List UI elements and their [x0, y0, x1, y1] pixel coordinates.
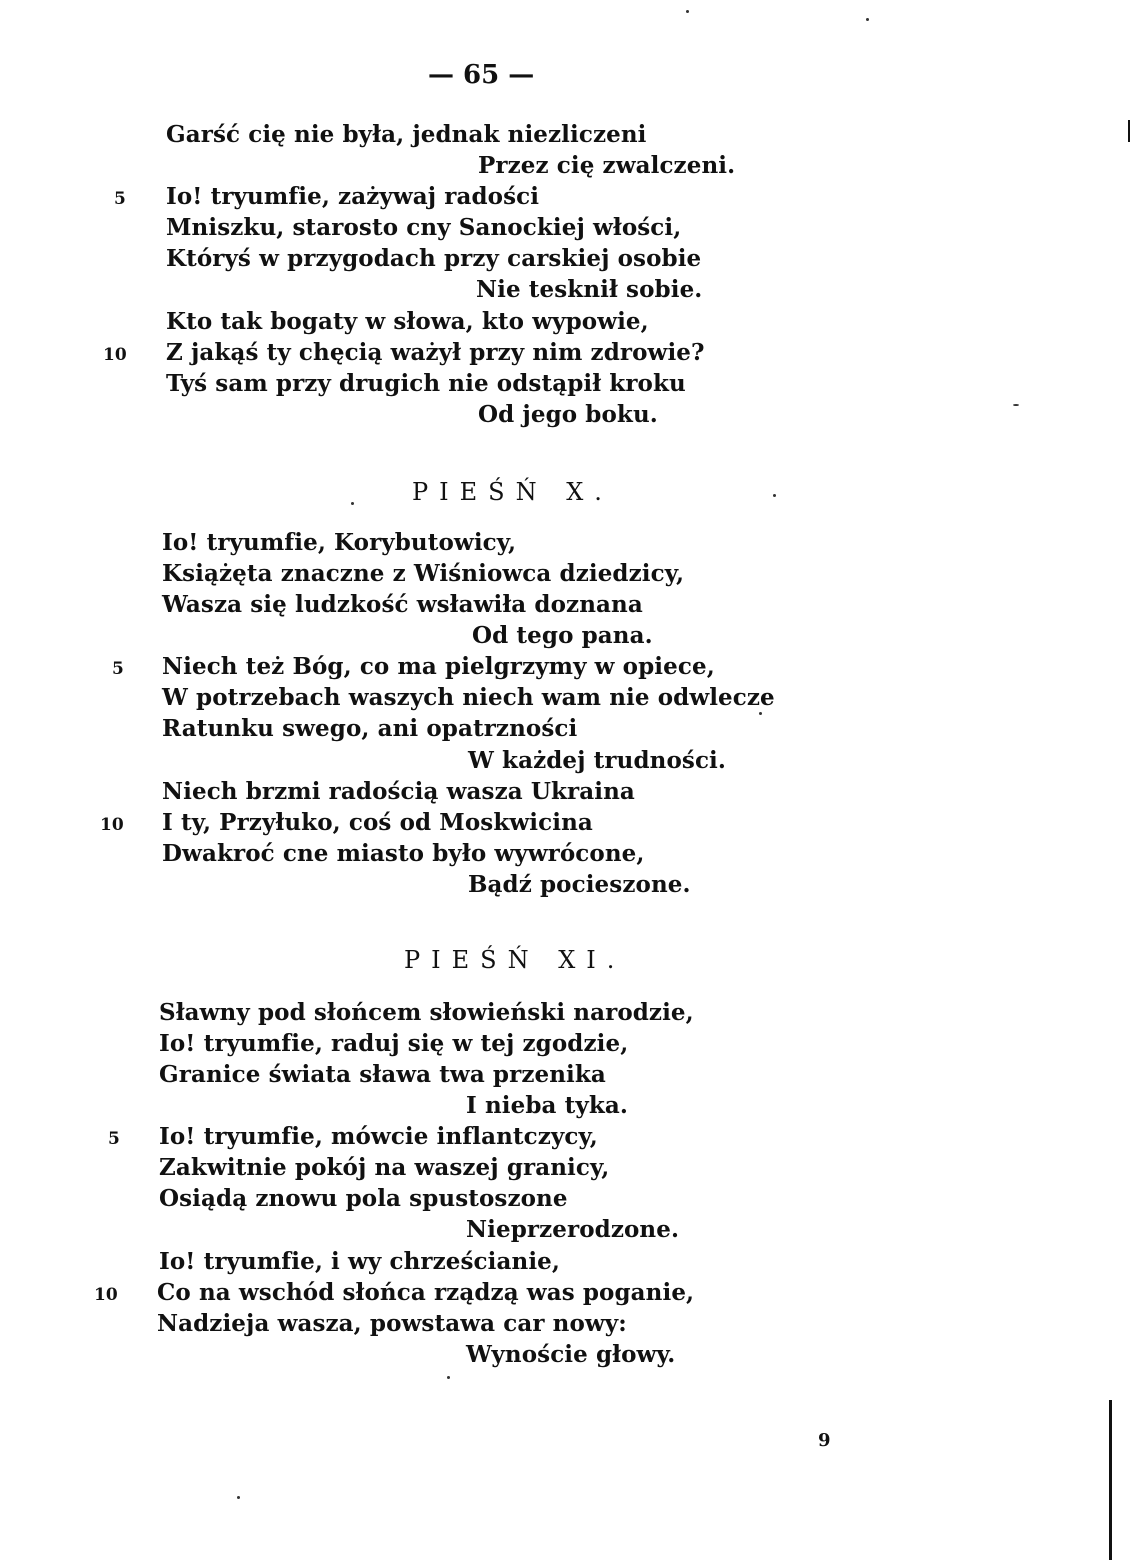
verse-line: Nadzieja wasza, powstawa car nowy:	[157, 1310, 627, 1337]
verse-line: Io! tryumfie, mówcie inflantczycy,	[159, 1123, 598, 1150]
verse-line: Niech też Bóg, co ma pielgrzymy w opiece,	[162, 653, 715, 680]
verse-line: Bądź pocieszone.	[468, 871, 691, 898]
verse-line: Sławny pod słońcem słowieński narodzie,	[159, 999, 694, 1026]
verse-line: Osiądą znowu pola spustoszone	[159, 1185, 568, 1212]
verse-line: Kto tak bogaty w słowa, kto wypowie,	[166, 308, 649, 335]
line-number: 5	[114, 189, 126, 209]
verse-line: Io! tryumfie, zażywaj radości	[166, 183, 540, 210]
line-number: 10	[100, 815, 124, 835]
scan-speck	[686, 10, 689, 13]
line-number: 5	[108, 1129, 120, 1149]
verse-line: Io! tryumfie, Korybutowicy,	[162, 529, 517, 556]
scan-speck	[866, 18, 869, 21]
verse-line: Z jakąś ty chęcią ważył przy nim zdrowie?	[166, 339, 705, 366]
song-x-heading: PIEŚŃ X.	[412, 478, 613, 506]
verse-line: W każdej trudności.	[468, 747, 726, 774]
verse-line: Io! tryumfie, i wy chrześcianie,	[159, 1248, 560, 1275]
verse-line: I ty, Przyłuko, coś od Moskwicina	[162, 809, 593, 836]
line-number: 10	[94, 1285, 118, 1305]
verse-line: Od tego pana.	[472, 622, 653, 649]
page-edge-line	[1109, 1400, 1112, 1560]
scan-speck	[237, 1496, 240, 1499]
verse-line: Niech brzmi radością wasza Ukraina	[162, 778, 635, 805]
scan-speck	[773, 494, 776, 497]
verse-line: Wasza się ludzkość wsławiła doznana	[162, 591, 643, 618]
verse-line: Garść cię nie była, jednak niezliczeni	[166, 121, 647, 148]
verse-line: Tyś sam przy drugich nie odstąpił kroku	[166, 370, 686, 397]
line-number: 5	[112, 659, 124, 679]
verse-line: Wynoście głowy.	[466, 1341, 676, 1368]
page-edge-mark	[1128, 120, 1130, 142]
verse-line: Nie tesknił sobie.	[476, 276, 703, 303]
verse-line: Granice świata sława twa przenika	[159, 1061, 606, 1088]
verse-line: Nieprzerodzone.	[466, 1216, 680, 1243]
verse-line: Co na wschód słońca rządzą was poganie,	[157, 1279, 695, 1306]
scan-speck	[447, 1376, 450, 1379]
verse-line: I nieba tyka.	[466, 1092, 628, 1119]
line-number: 10	[103, 345, 127, 365]
verse-line: Ratunku swego, ani opatrzności	[162, 715, 578, 742]
song-xi-heading: PIEŚŃ XI.	[404, 946, 626, 974]
verse-line: Io! tryumfie, raduj się w tej zgodzie,	[159, 1030, 629, 1057]
verse-line: Od jego boku.	[478, 401, 658, 428]
verse-line: W potrzebach waszych niech wam nie odwlecze	[162, 684, 775, 711]
scan-speck	[351, 502, 354, 505]
verse-line: Książęta znaczne z Wiśniowca dziedzicy,	[162, 560, 685, 587]
page-number: — 65 —	[428, 60, 535, 90]
verse-line: Mniszku, starosto cny Sanockiej włości,	[166, 214, 682, 241]
verse-line: Dwakroć cne miasto było wywrócone,	[162, 840, 645, 867]
signature-mark: 9	[818, 1430, 831, 1451]
verse-line: Któryś w przygodach przy carskiej osobie	[166, 245, 702, 272]
scan-speck	[759, 712, 762, 715]
scan-speck	[1013, 404, 1019, 406]
verse-line: Zakwitnie pokój na waszej granicy,	[159, 1154, 610, 1181]
verse-line: Przez cię zwalczeni.	[478, 152, 736, 179]
